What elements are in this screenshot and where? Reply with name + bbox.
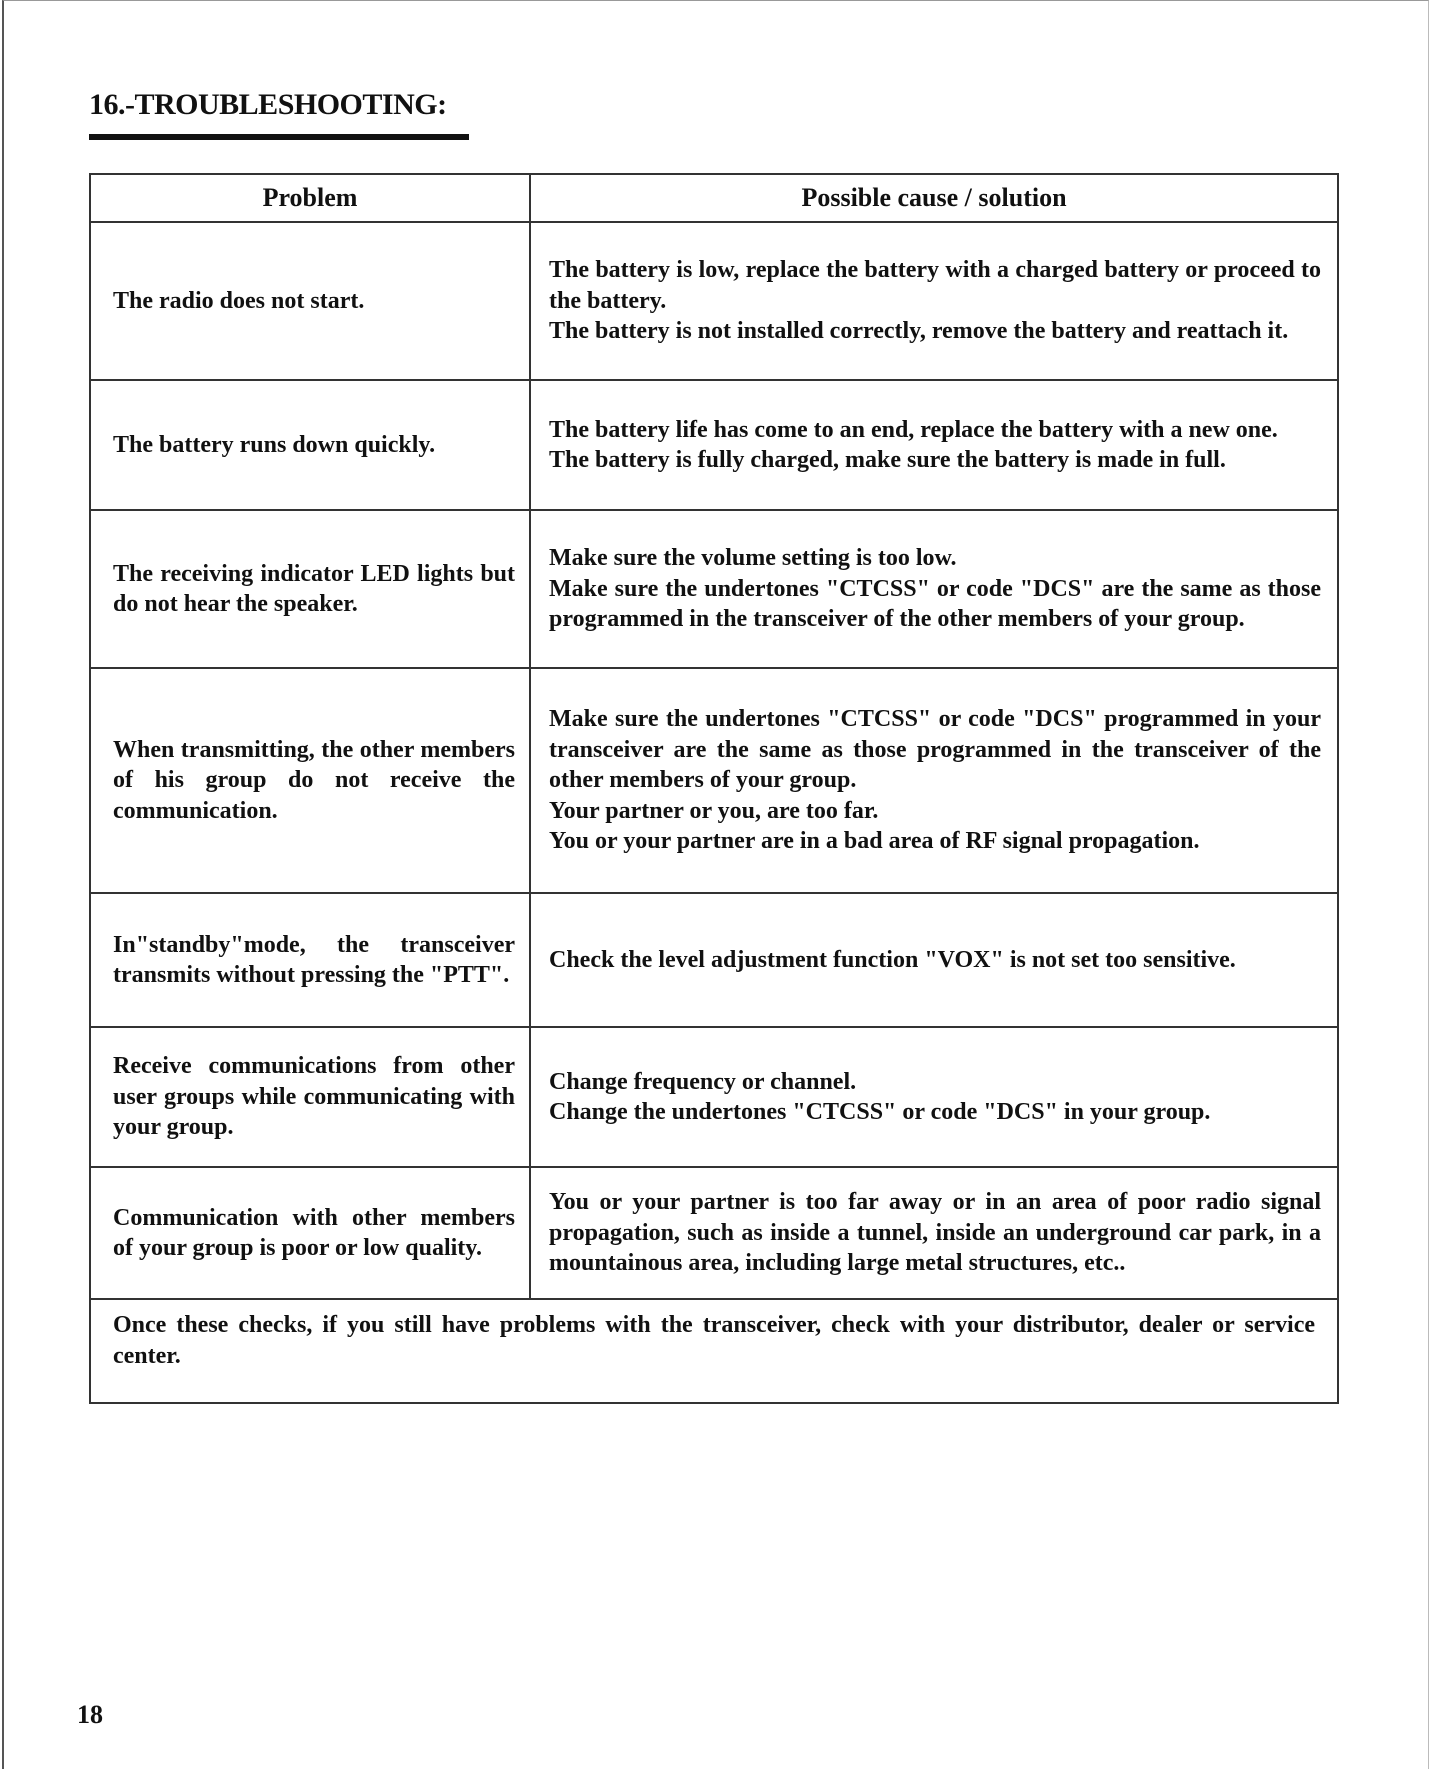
problem-cell: Receive communications from other user groups while communicating with your group. bbox=[90, 1027, 530, 1167]
table-row bbox=[90, 222, 1338, 380]
solution-line: Change the undertones "CTCSS" or code "DCS" in your group. bbox=[549, 1099, 1211, 1125]
solution-line: Make sure the undertones "CTCSS" or code "DCS" programmed in your transceiver are the same as those programmed in the transceiver of the other members of your group. bbox=[549, 706, 1321, 794]
problem-cell: The radio does not start. bbox=[90, 222, 530, 380]
table-row bbox=[90, 668, 1338, 893]
table-row bbox=[90, 893, 1338, 1027]
table-header-row bbox=[90, 174, 1338, 222]
troubleshooting-table bbox=[89, 173, 1339, 1404]
problem-cell: The receiving indicator LED lights but do not hear the speaker. bbox=[90, 510, 530, 668]
table-row bbox=[90, 510, 1338, 668]
page-number: 18 bbox=[77, 1700, 103, 1729]
problem-cell: Communication with other members of your group is poor or low quality. bbox=[90, 1167, 530, 1299]
table-row bbox=[90, 1027, 1338, 1167]
section-title: 16.-TROUBLESHOOTING: bbox=[89, 88, 447, 121]
solution-line: The battery is not installed correctly, remove the battery and reattach it. bbox=[549, 318, 1289, 345]
table-row bbox=[90, 380, 1338, 510]
solution-line: The battery life has come to an end, replace the battery with a new one. bbox=[549, 416, 1278, 443]
solution-line: The battery is fully charged, make sure the battery is made in full. bbox=[549, 447, 1226, 473]
solution-cell bbox=[530, 380, 1338, 510]
solution-cell bbox=[530, 222, 1338, 380]
footer-row bbox=[90, 1299, 1338, 1403]
solution-line: Your partner or you, are too far. bbox=[549, 797, 879, 824]
header-solution: Possible cause / solution bbox=[530, 174, 1338, 222]
problem-cell: When transmitting, the other members of his group do not receive the communication. bbox=[90, 668, 530, 893]
solution-line: Change frequency or channel. bbox=[549, 1068, 857, 1095]
title-underline bbox=[89, 134, 469, 140]
solution-cell bbox=[530, 893, 1338, 1027]
solution-line: You or your partner is too far away or in an area of poor radio signal propagation, such as inside a tunnel, inside an underground car park, in a mountainous area, including large metal structures, etc.. bbox=[549, 1189, 1321, 1277]
problem-cell: The battery runs down quickly. bbox=[90, 380, 530, 510]
header-problem: Problem bbox=[90, 174, 530, 222]
solution-cell bbox=[530, 668, 1338, 893]
solution-line: Make sure the volume setting is too low. bbox=[549, 545, 957, 572]
solution-line: You or your partner are in a bad area of RF signal propagation. bbox=[549, 828, 1200, 855]
footer-note: Once these checks, if you still have problems with the transceiver, check with your distributor, dealer or service center. bbox=[90, 1299, 1338, 1403]
solution-line: Check the level adjustment function "VOX" is not set too sensitive. bbox=[549, 946, 1236, 973]
solution-cell bbox=[530, 1167, 1338, 1299]
solution-line: Make sure the undertones "CTCSS" or code "DCS" are the same as those programmed in the transceiver of the other members of your group. bbox=[549, 575, 1321, 633]
table-row bbox=[90, 1167, 1338, 1299]
problem-cell: In"standby"mode, the transceiver transmits without pressing the "PTT". bbox=[90, 893, 530, 1027]
solution-cell bbox=[530, 510, 1338, 668]
solution-cell bbox=[530, 1027, 1338, 1167]
solution-line: The battery is low, replace the battery with a charged battery or proceed to the battery. bbox=[549, 257, 1321, 314]
